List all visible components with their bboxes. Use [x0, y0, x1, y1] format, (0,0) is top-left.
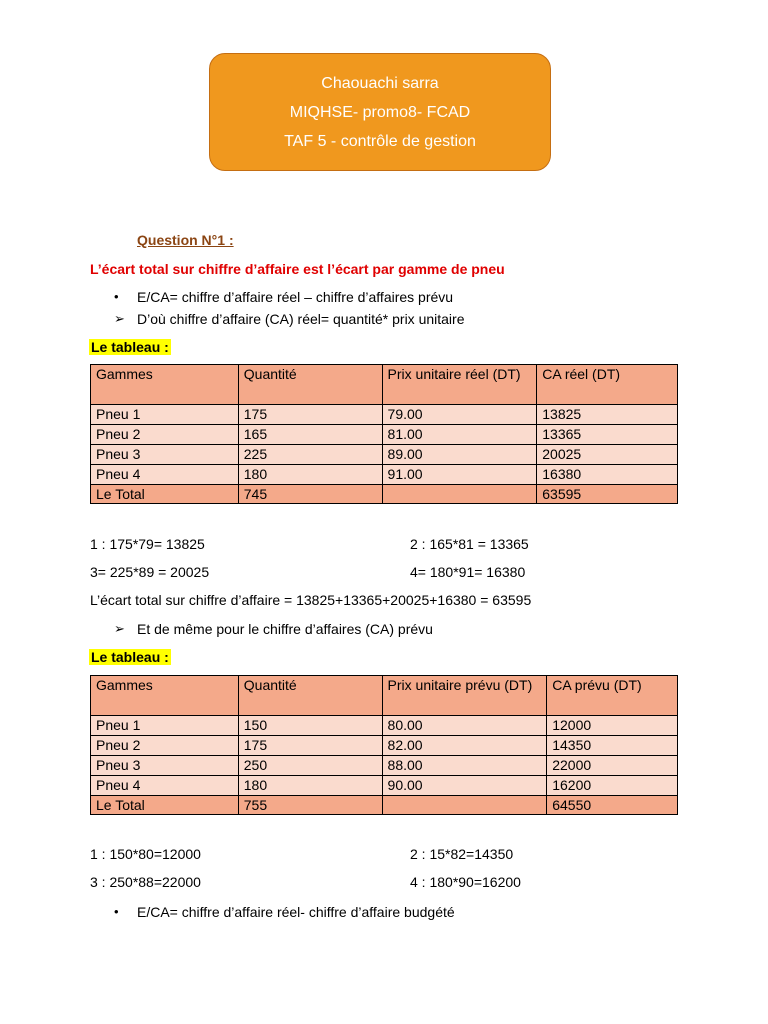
- table-cell: 89.00: [382, 445, 537, 465]
- calc-line: 3= 225*89 = 20025: [90, 564, 210, 580]
- total-cell: 745: [238, 485, 382, 504]
- table-ca-reel: [90, 364, 678, 504]
- table-cell: Pneu 2: [91, 736, 239, 756]
- assignment-title: TAF 5 - contrôle de gestion: [284, 132, 476, 150]
- table-row: [91, 405, 678, 425]
- table-cell: 79.00: [382, 405, 537, 425]
- table-cell: 150: [238, 716, 382, 736]
- arrow-ca-prevu: Et de même pour le chiffre d’affaires (CA) prévu: [137, 621, 433, 637]
- table-cell: 250: [238, 756, 382, 776]
- arrow-bullet-icon: ➢: [114, 311, 125, 326]
- table-cell: 88.00: [382, 756, 547, 776]
- table-cell: Pneu 1: [91, 716, 239, 736]
- table-row: [91, 736, 678, 756]
- arrow-ca-reel-formula: D’où chiffre d’affaire (CA) réel= quantité* prix unitaire: [137, 311, 465, 327]
- table-cell: 16200: [547, 776, 678, 796]
- arrow-bullet-icon: ➢: [114, 621, 125, 636]
- table-cell: 80.00: [382, 716, 547, 736]
- header-cell: Gammes: [91, 365, 239, 405]
- table-cell: Pneu 1: [91, 405, 239, 425]
- ecart-total-line: L’écart total sur chiffre d’affaire = 13825+13365+20025+16380 = 63595: [90, 592, 532, 608]
- table-header-row: [91, 365, 678, 405]
- header-cell: CA prévu (DT): [547, 676, 678, 716]
- total-cell: 63595: [537, 485, 678, 504]
- table-row: [91, 445, 678, 465]
- table-total-row: [91, 485, 678, 504]
- table-cell: 180: [238, 465, 382, 485]
- calc-line: 1 : 150*80=12000: [90, 846, 201, 862]
- table-cell: 16380: [537, 465, 678, 485]
- bullet-icon: •: [114, 289, 119, 304]
- table-cell: 14350: [547, 736, 678, 756]
- table-cell: 20025: [537, 445, 678, 465]
- header-cell: Quantité: [238, 676, 382, 716]
- calc-line: 4 : 180*90=16200: [410, 874, 521, 890]
- table-row: [91, 425, 678, 445]
- header-cell: Prix unitaire réel (DT): [382, 365, 537, 405]
- calc-line: 3 : 250*88=22000: [90, 874, 201, 890]
- bullet-ecart-budget: E/CA= chiffre d’affaire réel- chiffre d’affaire budgété: [137, 904, 455, 920]
- total-cell: Le Total: [91, 485, 239, 504]
- calc-line: 2 : 15*82=14350: [410, 846, 514, 862]
- bullet-ecart-definition: E/CA= chiffre d’affaire réel – chiffre d’affaires prévu: [137, 289, 454, 305]
- table-cell: Pneu 4: [91, 776, 239, 796]
- table-cell: 91.00: [382, 465, 537, 485]
- table-cell: 90.00: [382, 776, 547, 796]
- total-cell: [382, 485, 537, 504]
- total-cell: [382, 796, 547, 815]
- bullet-icon: •: [114, 904, 119, 919]
- table-cell: 22000: [547, 756, 678, 776]
- calc-line: 1 : 175*79= 13825: [90, 536, 205, 552]
- title-box: [209, 53, 551, 171]
- tableau-label-1: Le tableau :: [91, 339, 169, 355]
- calc-line: 2 : 165*81 = 13365: [410, 536, 529, 552]
- table-cell: Pneu 4: [91, 465, 239, 485]
- table-cell: 165: [238, 425, 382, 445]
- header-cell: CA réel (DT): [537, 365, 678, 405]
- table-cell: 13365: [537, 425, 678, 445]
- red-heading: L’écart total sur chiffre d’affaire est l’écart par gamme de pneu: [90, 261, 505, 277]
- program-line: MIQHSE- promo8- FCAD: [289, 103, 471, 121]
- table-cell: 175: [238, 405, 382, 425]
- table-cell: Pneu 3: [91, 445, 239, 465]
- author-name: Chaouachi sarra: [321, 74, 439, 92]
- table-cell: 12000: [547, 716, 678, 736]
- header-cell: Prix unitaire prévu (DT): [382, 676, 547, 716]
- table-row: [91, 776, 678, 796]
- table-row: [91, 756, 678, 776]
- header-cell: Quantité: [238, 365, 382, 405]
- table-ca-prevu: [90, 675, 678, 815]
- table-total-row: [91, 796, 678, 815]
- table-row: [91, 465, 678, 485]
- total-cell: 64550: [547, 796, 678, 815]
- table-cell: Pneu 3: [91, 756, 239, 776]
- table-cell: Pneu 2: [91, 425, 239, 445]
- calc-line: 4= 180*91= 16380: [410, 564, 526, 580]
- table-header-row: [91, 676, 678, 716]
- table-cell: 82.00: [382, 736, 547, 756]
- table-cell: 175: [238, 736, 382, 756]
- question-title: Question N°1 :: [137, 232, 234, 248]
- table-row: [91, 716, 678, 736]
- table-cell: 180: [238, 776, 382, 796]
- table-cell: 13825: [537, 405, 678, 425]
- tableau-label-2: Le tableau :: [91, 649, 169, 665]
- total-cell: Le Total: [91, 796, 239, 815]
- total-cell: 755: [238, 796, 382, 815]
- header-cell: Gammes: [91, 676, 239, 716]
- table-cell: 225: [238, 445, 382, 465]
- table-cell: 81.00: [382, 425, 537, 445]
